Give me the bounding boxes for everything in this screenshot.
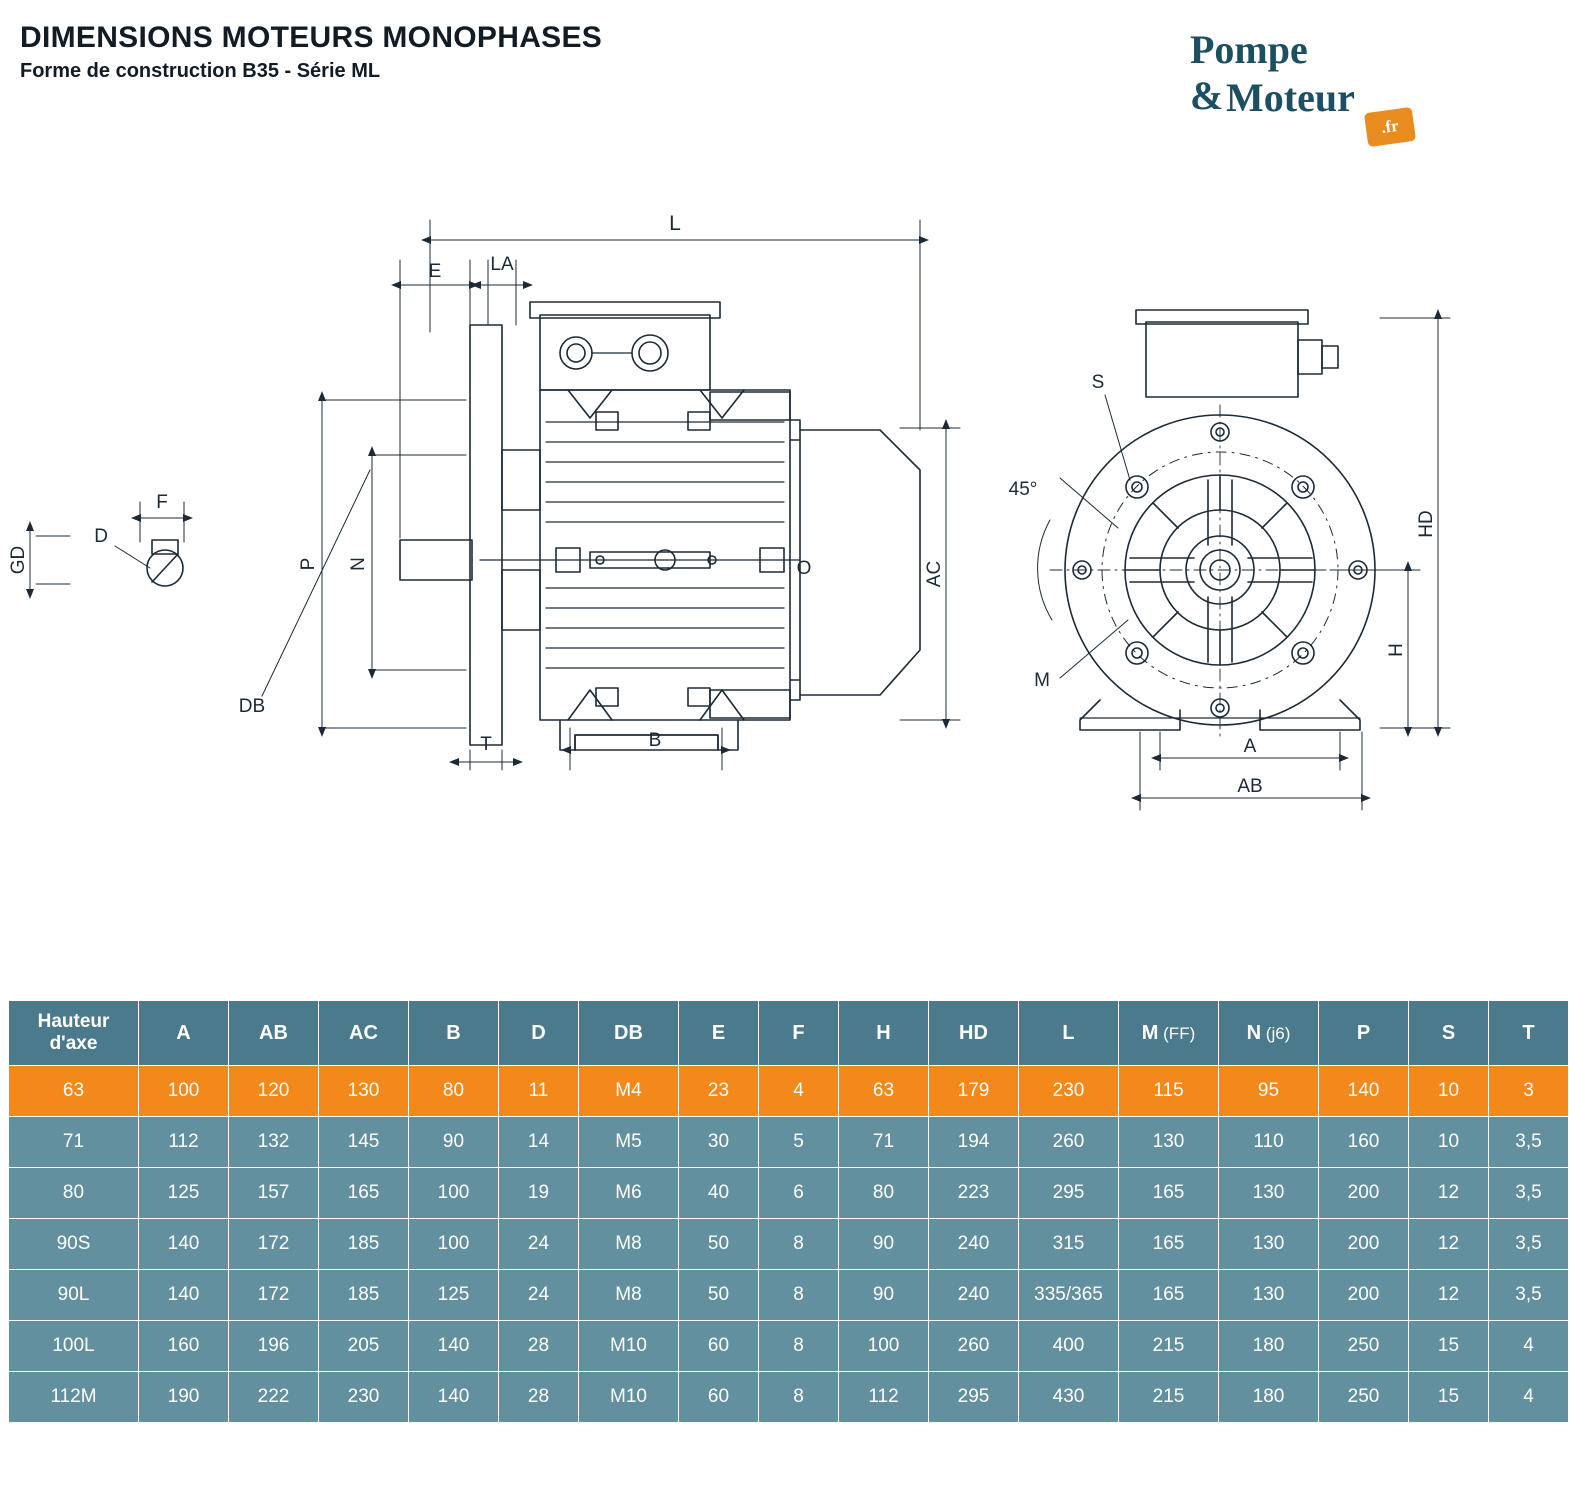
cell-s: 15 — [1409, 1372, 1489, 1423]
cell-b: 100 — [409, 1168, 499, 1219]
cell-f: 8 — [759, 1270, 839, 1321]
table-row[interactable] — [9, 1219, 1569, 1270]
cell-h: 90 — [839, 1219, 929, 1270]
table-row[interactable] — [9, 1372, 1569, 1423]
svg-text:T: T — [480, 734, 492, 755]
cell-t: 4 — [1489, 1372, 1569, 1423]
cell-s: 12 — [1409, 1219, 1489, 1270]
cell-h: 112 — [839, 1372, 929, 1423]
cell-hd: 223 — [929, 1168, 1019, 1219]
svg-text:M: M — [1034, 670, 1050, 691]
table-body — [9, 1066, 1569, 1423]
col-n — [1219, 1001, 1319, 1066]
svg-text:B: B — [648, 730, 662, 751]
col-db-label: DB — [614, 1021, 643, 1044]
motor-technical-drawing — [0, 150, 1500, 850]
table-row[interactable] — [9, 1168, 1569, 1219]
cell-e: 23 — [679, 1066, 759, 1117]
svg-text:DB: DB — [238, 696, 266, 717]
cell-m: 115 — [1119, 1066, 1219, 1117]
col-d-label: D — [531, 1021, 546, 1044]
motor-side-view — [400, 302, 920, 750]
col-p-label: P — [1356, 1021, 1371, 1044]
cell-s: 10 — [1409, 1117, 1489, 1168]
cell-ac: 185 — [319, 1219, 409, 1270]
cell-ac: 145 — [319, 1117, 409, 1168]
cell-hd: 295 — [929, 1372, 1019, 1423]
table-row[interactable] — [9, 1321, 1569, 1372]
cell-ab: 222 — [229, 1372, 319, 1423]
col-d — [499, 1001, 579, 1066]
cell-ab: 172 — [229, 1270, 319, 1321]
cell-a: 125 — [139, 1168, 229, 1219]
cell-d: 14 — [499, 1117, 579, 1168]
cell-n: 130 — [1219, 1219, 1319, 1270]
cell-m: 165 — [1119, 1270, 1219, 1321]
col-h — [839, 1001, 929, 1066]
logo-line2: Moteur — [1226, 75, 1355, 120]
cell-s: 12 — [1409, 1168, 1489, 1219]
cell-e: 50 — [679, 1270, 759, 1321]
cell-f: 8 — [759, 1219, 839, 1270]
cell-a: 100 — [139, 1066, 229, 1117]
brand-logo — [1180, 14, 1460, 144]
cell-l: 315 — [1019, 1219, 1119, 1270]
cell-m: 165 — [1119, 1219, 1219, 1270]
cell-s: 10 — [1409, 1066, 1489, 1117]
cell-b: 80 — [409, 1066, 499, 1117]
cell-a: 140 — [139, 1270, 229, 1321]
svg-text:LA: LA — [490, 254, 514, 275]
cell-db: M10 — [579, 1372, 679, 1423]
cell-a: 190 — [139, 1372, 229, 1423]
cell-ac: 205 — [319, 1321, 409, 1372]
cell-p: 200 — [1319, 1270, 1409, 1321]
table-row[interactable] — [9, 1270, 1569, 1321]
col-m-label: M — [1141, 1021, 1159, 1044]
cell-s: 15 — [1409, 1321, 1489, 1372]
cell-p: 250 — [1319, 1372, 1409, 1423]
col-db — [579, 1001, 679, 1066]
cell-d: 11 — [499, 1066, 579, 1117]
svg-text:E: E — [428, 261, 442, 282]
cell-db: M4 — [579, 1066, 679, 1117]
cell-b: 140 — [409, 1372, 499, 1423]
cell-ab: 157 — [229, 1168, 319, 1219]
cell-h: 100 — [839, 1321, 929, 1372]
cell-n: 130 — [1219, 1270, 1319, 1321]
cell-hd: 240 — [929, 1219, 1019, 1270]
cell-n: 110 — [1219, 1117, 1319, 1168]
cell-e: 60 — [679, 1321, 759, 1372]
cell-hd: 179 — [929, 1066, 1019, 1117]
cell-b: 125 — [409, 1270, 499, 1321]
col-t-label: T — [1522, 1021, 1535, 1044]
cell-f: 8 — [759, 1321, 839, 1372]
cell-f: 6 — [759, 1168, 839, 1219]
col-s-label: S — [1441, 1021, 1456, 1044]
svg-text:F: F — [156, 492, 168, 513]
cell-f: 4 — [759, 1066, 839, 1117]
cell-db: M8 — [579, 1219, 679, 1270]
logo-ampersand: & — [1190, 73, 1224, 118]
dimensions-table-wrapper — [8, 1000, 1542, 1423]
cell-db: M10 — [579, 1321, 679, 1372]
cell-p: 140 — [1319, 1066, 1409, 1117]
col-a — [139, 1001, 229, 1066]
logo-line1: Pompe — [1190, 27, 1308, 72]
col-hd — [929, 1001, 1019, 1066]
cell-hauteur: 90L — [9, 1270, 139, 1321]
cell-hd: 194 — [929, 1117, 1019, 1168]
cell-f: 5 — [759, 1117, 839, 1168]
cell-b: 90 — [409, 1117, 499, 1168]
cell-hauteur: 90S — [9, 1219, 139, 1270]
cell-l: 335/365 — [1019, 1270, 1119, 1321]
col-b-label: B — [446, 1021, 461, 1044]
cell-p: 160 — [1319, 1117, 1409, 1168]
svg-text:H: H — [1386, 643, 1407, 657]
logo-fr-badge — [1364, 107, 1416, 147]
col-l — [1019, 1001, 1119, 1066]
cell-h: 63 — [839, 1066, 929, 1117]
col-hauteur-line1: Hauteur — [37, 1011, 110, 1033]
col-n-label: N — [1246, 1021, 1262, 1044]
cell-d: 24 — [499, 1219, 579, 1270]
col-p — [1319, 1001, 1409, 1066]
cell-d: 28 — [499, 1321, 579, 1372]
cell-d: 28 — [499, 1372, 579, 1423]
cell-hauteur: 71 — [9, 1117, 139, 1168]
cell-l: 260 — [1019, 1117, 1119, 1168]
col-b — [409, 1001, 499, 1066]
cell-t: 3,5 — [1489, 1117, 1569, 1168]
cell-e: 40 — [679, 1168, 759, 1219]
logo-fr-text: .fr — [1379, 115, 1400, 138]
col-l-label: L — [1062, 1021, 1075, 1044]
drawing-svg — [0, 150, 1500, 850]
svg-text:HD: HD — [1416, 510, 1437, 538]
cell-hd: 240 — [929, 1270, 1019, 1321]
col-s — [1409, 1001, 1489, 1066]
svg-text:O: O — [796, 558, 812, 579]
col-h-label: H — [876, 1021, 891, 1044]
col-e — [679, 1001, 759, 1066]
svg-text:45°: 45° — [1008, 479, 1038, 500]
cell-hd: 260 — [929, 1321, 1019, 1372]
cell-t: 4 — [1489, 1321, 1569, 1372]
svg-text:S: S — [1091, 372, 1105, 393]
cell-hauteur: 100L — [9, 1321, 139, 1372]
col-f-label: F — [792, 1021, 805, 1044]
cell-t: 3 — [1489, 1066, 1569, 1117]
shaft-key-detail — [8, 492, 184, 590]
cell-ac: 130 — [319, 1066, 409, 1117]
svg-text:N: N — [348, 557, 369, 571]
col-m — [1119, 1001, 1219, 1066]
col-hauteur-daxe — [9, 1001, 139, 1066]
col-ab-label: AB — [259, 1021, 288, 1044]
cell-e: 60 — [679, 1372, 759, 1423]
col-f — [759, 1001, 839, 1066]
cell-s: 12 — [1409, 1270, 1489, 1321]
cell-ac: 185 — [319, 1270, 409, 1321]
cell-l: 295 — [1019, 1168, 1119, 1219]
cell-ab: 132 — [229, 1117, 319, 1168]
svg-text:D: D — [94, 526, 108, 547]
svg-text:P: P — [298, 557, 319, 571]
dimensions-table — [8, 1000, 1569, 1423]
cell-n: 130 — [1219, 1168, 1319, 1219]
cell-h: 80 — [839, 1168, 929, 1219]
cell-e: 50 — [679, 1219, 759, 1270]
cell-hauteur: 112M — [9, 1372, 139, 1423]
cell-t: 3,5 — [1489, 1219, 1569, 1270]
col-ab — [229, 1001, 319, 1066]
svg-text:L: L — [669, 212, 681, 235]
cell-e: 30 — [679, 1117, 759, 1168]
col-hd-label: HD — [959, 1021, 988, 1044]
cell-m: 130 — [1119, 1117, 1219, 1168]
col-t — [1489, 1001, 1569, 1066]
cell-a: 112 — [139, 1117, 229, 1168]
table-header-row — [9, 1001, 1569, 1066]
cell-n: 95 — [1219, 1066, 1319, 1117]
cell-d: 19 — [499, 1168, 579, 1219]
cell-l: 230 — [1019, 1066, 1119, 1117]
cell-ab: 172 — [229, 1219, 319, 1270]
svg-text:GD: GD — [8, 545, 29, 575]
cell-ab: 120 — [229, 1066, 319, 1117]
cell-m: 215 — [1119, 1372, 1219, 1423]
cell-hauteur: 63 — [9, 1066, 139, 1117]
col-n-sub: (j6) — [1261, 1023, 1291, 1043]
col-m-sub: (FF) — [1158, 1023, 1196, 1043]
cell-hauteur: 80 — [9, 1168, 139, 1219]
cell-h: 71 — [839, 1117, 929, 1168]
cell-b: 140 — [409, 1321, 499, 1372]
cell-a: 140 — [139, 1219, 229, 1270]
cell-l: 430 — [1019, 1372, 1119, 1423]
table-row[interactable] — [9, 1066, 1569, 1117]
cell-p: 250 — [1319, 1321, 1409, 1372]
cell-p: 200 — [1319, 1168, 1409, 1219]
cell-m: 165 — [1119, 1168, 1219, 1219]
cell-ac: 230 — [319, 1372, 409, 1423]
col-a-label: A — [176, 1021, 191, 1044]
cell-n: 180 — [1219, 1321, 1319, 1372]
cell-p: 200 — [1319, 1219, 1409, 1270]
cell-b: 100 — [409, 1219, 499, 1270]
table-header — [9, 1001, 1569, 1066]
cell-n: 180 — [1219, 1372, 1319, 1423]
svg-text:AB: AB — [1237, 776, 1263, 797]
cell-h: 90 — [839, 1270, 929, 1321]
col-ac — [319, 1001, 409, 1066]
cell-db: M5 — [579, 1117, 679, 1168]
cell-db: M6 — [579, 1168, 679, 1219]
page-header — [20, 22, 602, 83]
col-ac-label: AC — [349, 1021, 378, 1044]
cell-a: 160 — [139, 1321, 229, 1372]
cell-t: 3,5 — [1489, 1168, 1569, 1219]
cell-m: 215 — [1119, 1321, 1219, 1372]
cell-d: 24 — [499, 1270, 579, 1321]
cell-f: 8 — [759, 1372, 839, 1423]
col-e-label: E — [711, 1021, 726, 1044]
cell-ac: 165 — [319, 1168, 409, 1219]
col-hauteur-line2: d'axe — [49, 1033, 98, 1054]
page-subtitle: Forme de construction B35 - Série ML — [20, 59, 381, 82]
side-view-dimensions — [239, 212, 960, 770]
cell-l: 400 — [1019, 1321, 1119, 1372]
table-row[interactable] — [9, 1117, 1569, 1168]
cell-ab: 196 — [229, 1321, 319, 1372]
page-title: DIMENSIONS MOTEURS MONOPHASES — [20, 21, 603, 54]
cell-t: 3,5 — [1489, 1270, 1569, 1321]
svg-text:AC: AC — [924, 560, 945, 588]
cell-db: M8 — [579, 1270, 679, 1321]
svg-text:A: A — [1243, 736, 1257, 757]
